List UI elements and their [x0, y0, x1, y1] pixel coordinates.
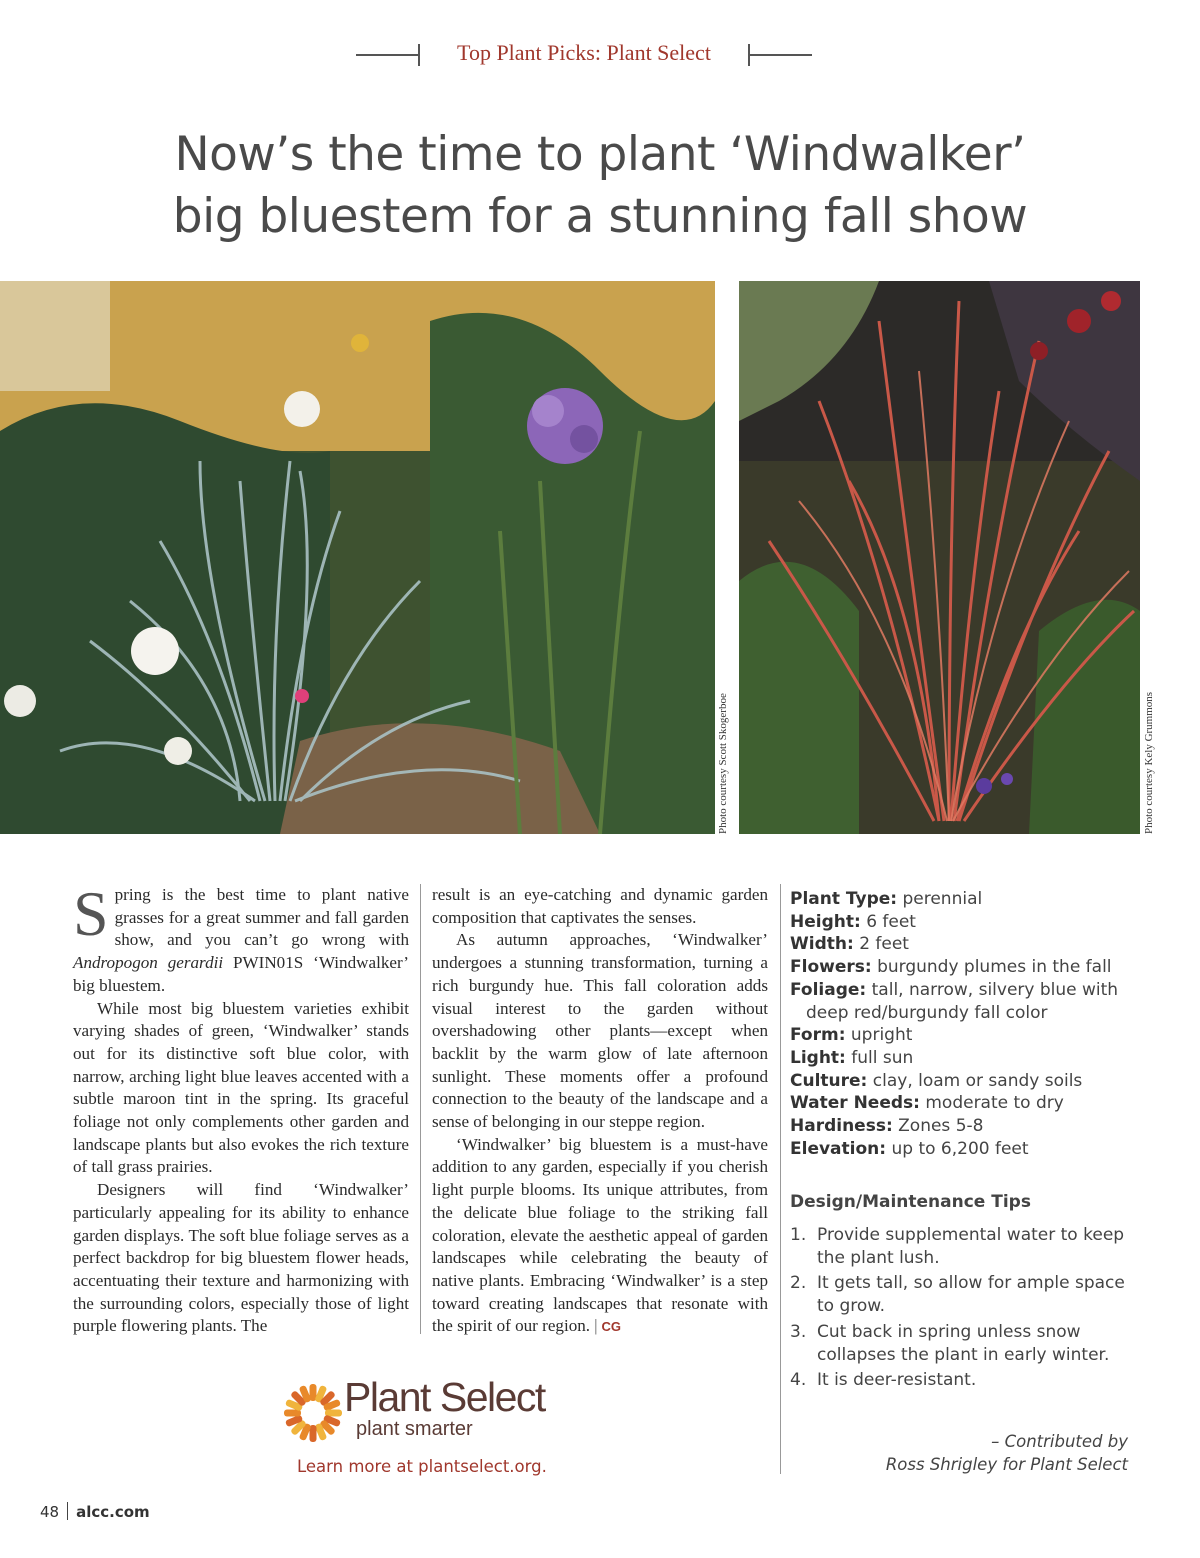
fact-value: 2 feet [859, 934, 909, 955]
fact-value: Zones 5-8 [898, 1116, 984, 1137]
fact-hardiness [790, 1115, 1150, 1138]
page-footer [40, 1502, 150, 1521]
headline-line-1: Now’s the time to plant ‘Windwalker’ [174, 127, 1026, 182]
photo-blue-grass-garden [0, 281, 715, 834]
fact-label: Hardiness: [790, 1116, 893, 1137]
fact-foliage [790, 979, 1150, 1024]
fact-culture [790, 1070, 1150, 1093]
fact-light [790, 1047, 1150, 1070]
fact-value: perennial [902, 889, 983, 909]
fact-label: Plant Type: [790, 889, 898, 909]
tips-list [790, 1224, 1130, 1395]
kicker-rule-right [750, 54, 812, 56]
fact-label: Foliage: [790, 979, 867, 1000]
kicker-text: Top Plant Picks: Plant Select [457, 40, 711, 65]
fact-label: Flowers: [790, 957, 872, 978]
fact-label: Width: [790, 934, 854, 955]
contributor-line-2: Ross Shrigley for Plant Select [885, 1455, 1128, 1474]
article-paragraph: result is an eye-catching and dynamic garden composition that captivates the senses. [432, 885, 768, 927]
fact-width [790, 933, 1150, 956]
fact-plant-type [790, 888, 1150, 911]
logo-wordmark: Plant Select [344, 1374, 545, 1420]
article-column-1 [73, 878, 409, 1338]
article-text: pring is the best time to plant native grasses for a great summer and fall garden show, and you can’t go wrong with [114, 885, 409, 950]
end-mark-bar: | [594, 1316, 598, 1336]
fact-label: Form: [790, 1025, 846, 1046]
tip-number: 1. [790, 1225, 807, 1245]
tip-item [790, 1272, 1130, 1317]
article-text: ‘Windwalker’ big bluestem is a must-have addition to any garden, especially if you cherish light purple blooms. Its unique attributes, from the delicate blue foliage to the striking fall coloration, elevate the aesthetic appeal of garden landscapes while celebrating the beauty of native plants. Embracing ‘Windwalker’ is a step toward creating landscapes that resonate with the spirit of our region. [432, 1134, 768, 1336]
tip-text: It gets tall, so allow for ample space to grow. [817, 1273, 1125, 1317]
fact-value: burgundy plumes in the fall [877, 957, 1112, 978]
fact-value: upright [850, 1025, 913, 1046]
logo-tagline: plant smarter [356, 1418, 473, 1440]
site-name: alcc.com [76, 1503, 150, 1521]
tip-number: 2. [790, 1273, 807, 1294]
fact-value: up to 6,200 feet [891, 1138, 1029, 1159]
tip-item [790, 1224, 1130, 1269]
fact-elevation [790, 1138, 1150, 1161]
column-divider [420, 884, 421, 1334]
fact-value: moderate to dry [925, 1093, 1064, 1114]
contributor-credit [886, 1430, 1128, 1476]
section-kicker [356, 38, 812, 70]
photo-red-grass-fall [739, 281, 1140, 834]
contributor-line-1: – Contributed by [991, 1432, 1128, 1451]
tip-item [790, 1321, 1130, 1366]
latin-name: Andropogon gerardii [73, 953, 224, 973]
headline [60, 124, 1140, 248]
tip-item [790, 1369, 1130, 1392]
tip-text: It is deer-resistant. [817, 1370, 977, 1391]
fact-value-continued: deep red/burgundy fall color [806, 1002, 1048, 1023]
fact-value: clay, loam or sandy soils [872, 1070, 1083, 1091]
fact-value: tall, narrow, silvery blue with [871, 979, 1119, 1000]
kicker-tick-left [418, 44, 420, 66]
fact-form [790, 1024, 1150, 1047]
photo-credit-left: Photo courtesy Scott Skogerboe [717, 693, 729, 834]
photo-credit-right: Photo courtesy Kely Grummons [1143, 691, 1155, 834]
fact-label: Culture: [790, 1070, 868, 1091]
plant-fact-sheet [790, 888, 1150, 1160]
article-paragraph [432, 1134, 768, 1339]
article-paragraph [73, 878, 409, 998]
article-column-2 [432, 884, 768, 1339]
headline-line-2: big bluestem for a stunning fall show [172, 189, 1028, 244]
tips-heading: Design/Maintenance Tips [790, 1192, 1031, 1212]
fact-label: Light: [790, 1047, 846, 1068]
fact-flowers [790, 956, 1150, 979]
kicker-rule-left [356, 54, 418, 56]
drop-cap: S [73, 878, 109, 949]
plant-select-logo [282, 1374, 582, 1450]
tip-number: 3. [790, 1321, 807, 1342]
page-number: 48 [40, 1503, 60, 1521]
tip-text: Cut back in spring unless snow collapses the plant in early winter. [817, 1321, 1110, 1365]
fact-height [790, 911, 1150, 934]
article-text: PWIN01S ‘Windwalker’ big bluestem. [73, 953, 409, 995]
fact-water-needs [790, 1092, 1150, 1115]
fact-label: Height: [790, 911, 861, 932]
tip-number: 4. [790, 1370, 807, 1391]
sidebar-divider [780, 884, 781, 1474]
article-paragraph: While most big bluestem varieties exhibit varying shades of green, ‘Windwalker’ stands out for its distinctive soft blue color, with narrow, arching light blue leaves accented with a subtle maroon tint in the spring. Its graceful foliage not only complements other garden and landscape plants but also evokes the rich texture of tall grass prairies. [73, 998, 409, 1177]
fact-value: full sun [851, 1047, 914, 1068]
tip-text: Provide supplemental water to keep the plant lush. [817, 1225, 1125, 1268]
footer-separator [67, 1502, 68, 1520]
article-paragraph: Designers will find ‘Windwalker’ particularly appealing for its ability to enhance garden displays. The soft blue foliage serves as a perfect backdrop for big bluestem flower heads, accentuating their texture and harmonizing with the surrounding colors, especially those of light purple flowering plants. The [73, 1180, 409, 1336]
fact-label: Elevation: [790, 1138, 887, 1159]
fact-value: 6 feet [866, 911, 916, 932]
article-paragraph: As autumn approaches, ‘Windwalker’ undergoes a stunning transformation, turning a rich burgundy hue. This fall coloration adds visual interest to the garden without overshadowing other plants—except when backlit by the warm glow of late afternoon sunlight. These moments offer a profound connection to the beauty of the landscape and a sense of belonging in our steppe region. [432, 930, 768, 1132]
fact-label: Water Needs: [790, 1093, 920, 1114]
end-mark: CG [601, 1319, 622, 1335]
learn-more-link[interactable]: Learn more at plantselect.org. [297, 1457, 547, 1476]
sunflower-logo-icon [282, 1382, 344, 1444]
